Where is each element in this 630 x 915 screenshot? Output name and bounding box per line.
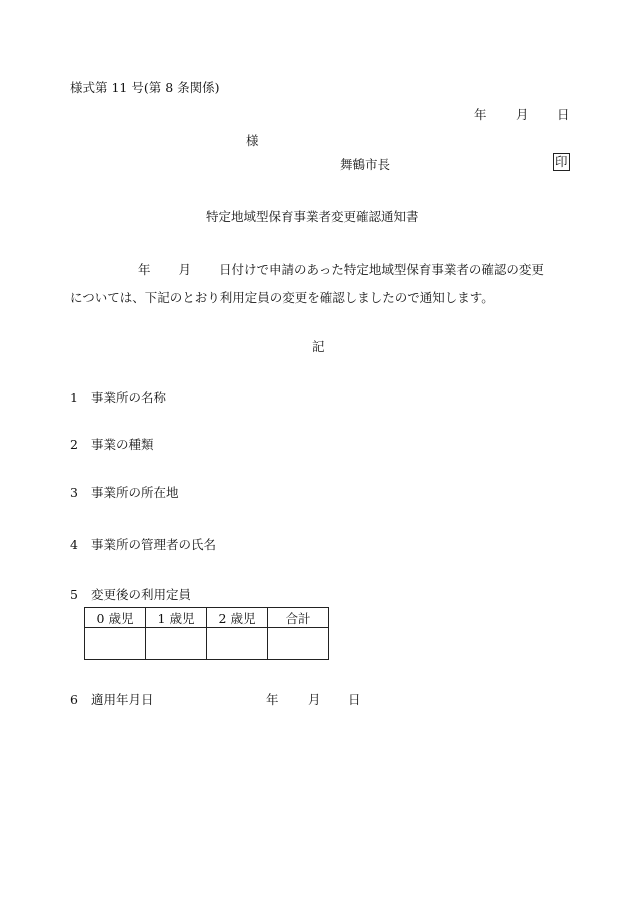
date-year: 年 <box>474 107 487 122</box>
date-month: 月 <box>516 107 529 122</box>
effective-day: 日 <box>348 692 361 707</box>
capacity-value-row <box>85 628 329 660</box>
item-number: 6 <box>70 692 78 707</box>
ki-heading: 記 <box>312 339 325 354</box>
effective-month: 月 <box>308 692 321 707</box>
header-age-0: 0 歳児 <box>85 608 146 628</box>
date-day: 日 <box>557 107 570 122</box>
form-number: 様式第 11 号(第 8 条関係) <box>70 80 220 95</box>
item-3 <box>70 483 178 501</box>
issuer: 舞鶴市長 <box>340 157 391 172</box>
item-label: 事業の種類 <box>90 437 154 452</box>
item-number: 1 <box>70 390 78 405</box>
body-line-1 <box>70 256 575 284</box>
item-label: 適用年月日 <box>90 692 154 707</box>
item-label: 変更後の利用定員 <box>90 587 191 602</box>
header-age-1: 1 歳児 <box>146 608 207 628</box>
item-4 <box>70 535 216 553</box>
seal-label: 印 <box>555 154 568 169</box>
item-6 <box>70 690 153 708</box>
item-2 <box>70 435 153 453</box>
body-line-2: については、下記のとおり利用定員の変更を確認しましたので通知します。 <box>70 290 494 305</box>
value-age-1[interactable] <box>146 628 207 660</box>
item-label: 事業所の所在地 <box>90 485 179 500</box>
item-number: 5 <box>70 587 78 602</box>
capacity-table <box>84 607 329 660</box>
value-total[interactable] <box>268 628 329 660</box>
header-age-2: 2 歳児 <box>207 608 268 628</box>
seal-mark <box>553 153 570 171</box>
body-year: 年 <box>138 262 151 277</box>
capacity-header-row <box>85 608 329 628</box>
item-number: 3 <box>70 485 78 500</box>
item-1 <box>70 388 166 406</box>
addressee-suffix: 様 <box>246 133 259 148</box>
header-total: 合計 <box>268 608 329 628</box>
value-age-2[interactable] <box>207 628 268 660</box>
item-label: 事業所の名称 <box>90 390 166 405</box>
document-title: 特定地域型保育事業者変更確認通知書 <box>206 209 419 224</box>
value-age-0[interactable] <box>85 628 146 660</box>
item-number: 4 <box>70 537 78 552</box>
body-paragraph <box>70 256 575 312</box>
body-line-1-rest: 日付けで申請のあった特定地域型保育事業者の確認の変更 <box>219 262 544 277</box>
item-label: 事業所の管理者の氏名 <box>90 537 216 552</box>
item-number: 2 <box>70 437 78 452</box>
body-month: 月 <box>178 262 192 277</box>
effective-year: 年 <box>266 692 279 707</box>
item-5 <box>70 585 191 603</box>
